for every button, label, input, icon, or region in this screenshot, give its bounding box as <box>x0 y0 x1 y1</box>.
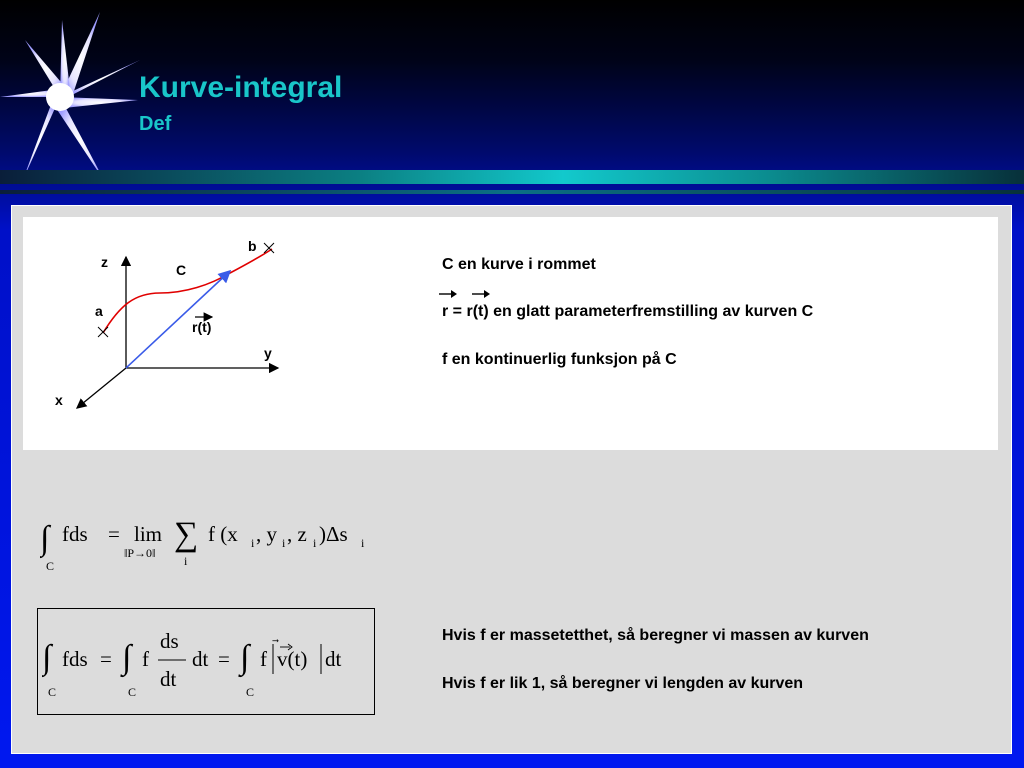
vector-label-rt: r(t) <box>192 319 212 335</box>
svg-text:v(t): v(t) <box>277 647 308 671</box>
definition-line-1: C en kurve i rommet <box>442 256 596 273</box>
svg-text:∫: ∫ <box>40 520 50 557</box>
svg-text:i: i <box>361 536 365 550</box>
formula-line-integral-definition <box>40 505 380 580</box>
svg-text:‖P→0‖: ‖P→0‖ <box>124 546 156 560</box>
svg-text:i: i <box>313 536 317 550</box>
slide-title: Kurve-integral <box>139 71 343 104</box>
formula-parametric-form <box>42 620 372 705</box>
svg-text:C: C <box>128 685 137 699</box>
slide-subtitle: Def <box>139 113 172 135</box>
svg-text:C: C <box>246 685 255 699</box>
svg-text:ds: ds <box>160 629 179 653</box>
svg-text:dt: dt <box>192 647 209 671</box>
svg-text:f: f <box>142 647 149 671</box>
position-vector <box>126 271 230 368</box>
note-line-2: Hvis f er lik 1, så beregner vi lengden av kurven <box>442 675 804 692</box>
svg-text:, z: , z <box>287 522 307 546</box>
point-label-b: b <box>248 238 257 254</box>
svg-text:⃗ <box>272 639 279 643</box>
definition-line-2: r = r(t) en glatt parameterfremstilling av kurven C <box>442 303 814 320</box>
endpoint-a-mark <box>98 327 108 337</box>
svg-text:dt: dt <box>325 647 342 671</box>
svg-text:fds: fds <box>62 522 88 546</box>
x-axis <box>77 368 126 408</box>
vector-arrows-icon <box>437 287 497 301</box>
note-line-1: Hvis f er massetetthet, så beregner vi massen av kurven <box>442 627 869 644</box>
svg-text:=: = <box>218 647 230 671</box>
svg-text:∫: ∫ <box>122 639 132 676</box>
starburst-logo <box>0 0 150 190</box>
axis-label-y: y <box>264 345 272 361</box>
svg-text:=: = <box>100 647 112 671</box>
point-label-a: a <box>95 303 103 319</box>
svg-text:, y: , y <box>256 522 277 546</box>
definition-line-3: f en kontinuerlig funksjon på C <box>442 351 677 368</box>
svg-text:)Δs: )Δs <box>319 522 348 546</box>
svg-text:i: i <box>184 554 188 568</box>
svg-text:C: C <box>48 685 57 699</box>
svg-text:fds: fds <box>62 647 88 671</box>
svg-text:dt: dt <box>160 667 177 691</box>
svg-text:=: = <box>108 522 120 546</box>
axis-label-x: x <box>55 392 63 408</box>
svg-text:C: C <box>46 559 55 573</box>
svg-text:i: i <box>251 536 255 550</box>
curve-c <box>103 249 272 333</box>
header-divider <box>0 170 1024 184</box>
svg-text:∫: ∫ <box>42 639 52 676</box>
header-divider-thin <box>0 190 1024 194</box>
svg-text:∑: ∑ <box>174 516 199 553</box>
svg-text:∫: ∫ <box>240 639 250 676</box>
svg-text:lim: lim <box>134 522 163 546</box>
curve-label-c: C <box>176 262 187 278</box>
axis-label-z: z <box>101 254 108 270</box>
svg-text:f: f <box>260 647 267 671</box>
svg-text:f (x: f (x <box>208 522 238 546</box>
svg-text:i: i <box>282 536 286 550</box>
